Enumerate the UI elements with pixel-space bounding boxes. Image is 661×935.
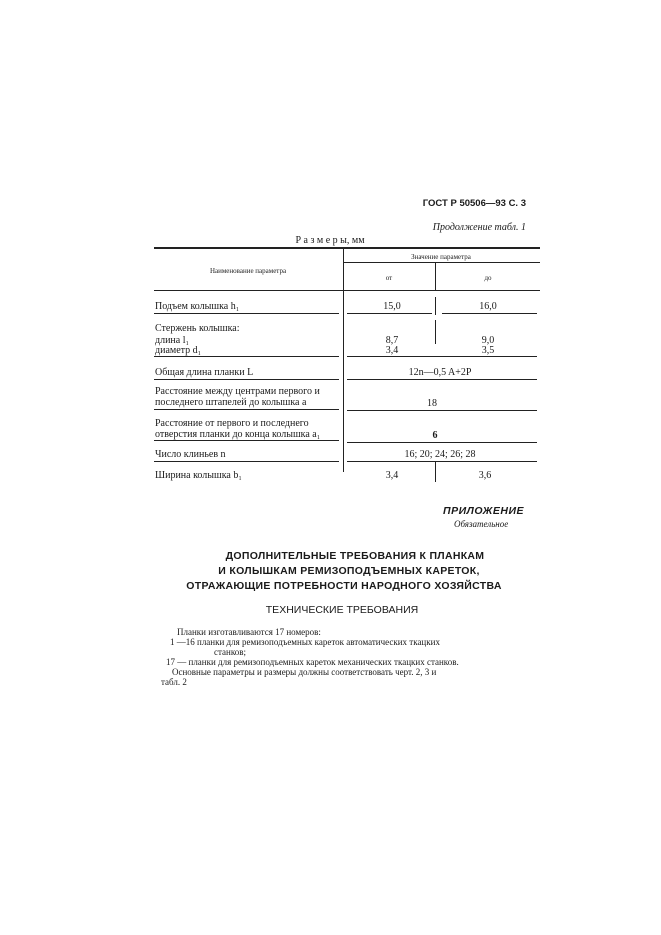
- row-rule: [154, 461, 339, 462]
- row-rule: [154, 356, 339, 357]
- row-name: длина l₁: [155, 335, 189, 346]
- body-line: табл. 2: [161, 677, 187, 687]
- body-line: 17 — планки для ремизоподъемных кареток механических ткацких станков.: [166, 657, 459, 667]
- col-value-header: Значение параметра: [411, 253, 471, 261]
- row-rule: [347, 461, 537, 462]
- row-rule: [154, 440, 339, 441]
- row-rule: [347, 410, 537, 411]
- units-label: Р а з м е р ы, мм: [295, 235, 365, 246]
- section-title: ТЕХНИЧЕСКИЕ ТРЕБОВАНИЯ: [265, 604, 419, 616]
- row-rule: [347, 356, 537, 357]
- col-to-header: до: [484, 274, 492, 282]
- table-top-rule: [154, 247, 540, 249]
- row-rule: [154, 379, 339, 380]
- row-name: диаметр d₁: [155, 345, 202, 356]
- row-rule: [154, 409, 339, 410]
- appendix-title-line: ОТРАЖАЮЩИЕ ПОТРЕБНОСТИ НАРОДНОГО ХОЗЯЙСТВА: [186, 580, 502, 592]
- standard-number: ГОСТ Р 50506—93 С. 3: [422, 198, 526, 209]
- row-name: отверстия планки до конца колышка a₁: [155, 429, 321, 440]
- row-value: 16; 20; 24; 26; 28: [404, 449, 476, 460]
- appendix-title-line: ДОПОЛНИТЕЛЬНЫЕ ТРЕБОВАНИЯ К ПЛАНКАМ: [225, 550, 485, 562]
- row-value: 12n—0,5 A+2P: [408, 367, 472, 378]
- row-from: 3,4: [385, 470, 399, 481]
- row-name: Расстояние между центрами первого и: [155, 386, 320, 397]
- col-param-header: Наименование параметра: [209, 267, 287, 275]
- row-to: 9,0: [481, 335, 495, 346]
- subcolumn-divider-row1: [435, 297, 436, 315]
- row-name: Число клиньев n: [155, 449, 226, 460]
- body-line: 1 —16 планки для ремизоподъемных кареток автоматических ткацких: [170, 637, 440, 647]
- row-from: 15,0: [383, 301, 401, 312]
- subcolumn-divider-row2: [435, 320, 436, 344]
- row-rule: [442, 313, 537, 314]
- body-line: Планки изготавливаются 17 номеров:: [177, 627, 321, 637]
- column-divider: [343, 247, 344, 472]
- row-to: 3,5: [481, 345, 495, 356]
- col-from-header: от: [385, 274, 393, 282]
- row-value: 18: [427, 398, 437, 409]
- row-rule: [347, 313, 432, 314]
- subcolumn-divider-header: [435, 263, 436, 290]
- row-name: Стержень колышка:: [155, 323, 240, 334]
- row-name: Ширина колышка b₁: [155, 470, 242, 481]
- body-line: Основные параметры и размеры должны соответствовать черт. 2, 3 и: [172, 667, 437, 677]
- row-rule: [347, 379, 537, 380]
- subcolumn-divider-row9: [435, 462, 436, 482]
- row-name: Расстояние от первого и последнего: [155, 418, 309, 429]
- row-rule: [154, 313, 339, 314]
- row-from: 8,7: [385, 335, 399, 346]
- row-name: последнего штапелей до колышка a: [155, 397, 307, 408]
- row-name: Общая длина планки L: [155, 367, 254, 378]
- row-rule: [347, 442, 537, 443]
- appendix-title-line: И КОЛЫШКАМ РЕМИЗОПОДЪЕМНЫХ КАРЕТОК,: [218, 565, 480, 577]
- row-to: 3,6: [478, 470, 492, 481]
- header-bottom-rule: [154, 290, 540, 291]
- row-name: Подъем колышка h₁: [155, 301, 240, 312]
- row-value: 6: [432, 430, 438, 441]
- appendix-label: ПРИЛОЖЕНИЕ: [443, 505, 524, 517]
- appendix-status: Обязательное: [454, 519, 509, 529]
- table-continuation: Продолжение табл. 1: [432, 222, 526, 233]
- row-to: 16,0: [479, 301, 497, 312]
- row-from: 3,4: [385, 345, 399, 356]
- body-line: станков;: [214, 647, 247, 657]
